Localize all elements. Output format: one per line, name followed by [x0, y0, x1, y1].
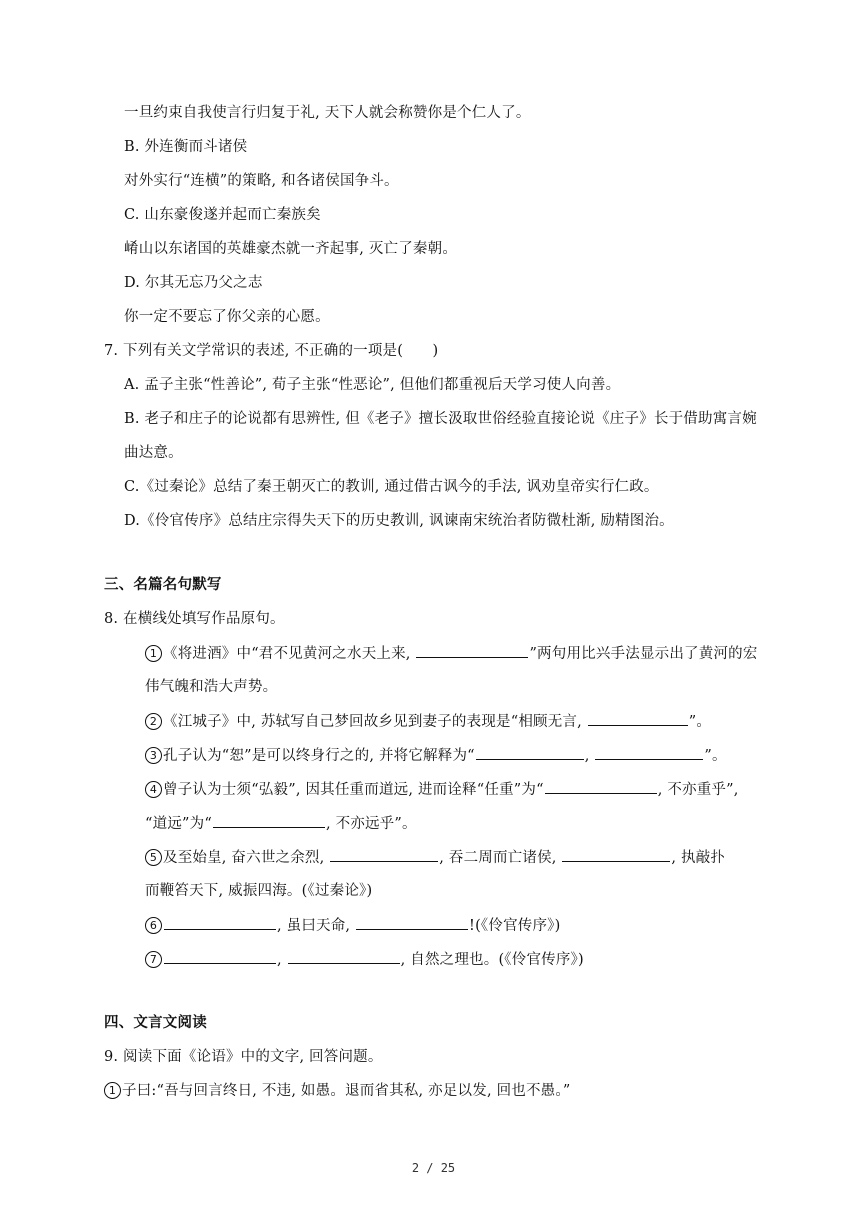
question-7-option-d: D.《伶官传序》总结庄宗得失天下的历史教训, 讽谏南宋统治者防微杜渐, 励精图治。 — [124, 513, 674, 529]
item-5-cont: 而鞭笞天下, 威振四海。(《过秦论》) — [145, 883, 373, 899]
item-7-sep: , — [277, 952, 287, 968]
item-3-text: 孔子认为“恕”是可以终身行之的, 并将它解释为“ — [163, 748, 475, 764]
item-5-text-b: , 吞二周而亡诸侯, — [439, 850, 562, 866]
item-2-line — [145, 711, 711, 732]
item-6-text-b: !(《伶官传序》) — [469, 918, 561, 934]
circled-number: 2 — [145, 713, 162, 730]
item-1-cont: 伟气魄和浩大声势。 — [145, 679, 278, 695]
answer-blank[interactable] — [164, 949, 276, 964]
item-1-text: 《将进酒》中“君不见黄河之水天上来, — [163, 646, 416, 662]
paragraph-line: 你一定不要忘了你父亲的心愿。 — [124, 309, 330, 325]
circled-number: 5 — [145, 849, 162, 866]
answer-blank[interactable] — [588, 711, 688, 726]
item-4-cont — [145, 813, 417, 834]
circled-number: 1 — [104, 1082, 121, 1099]
item-5-line — [145, 847, 725, 868]
item-2-text: 《江城子》中, 苏轼写自己梦回故乡见到妻子的表现是“相顾无言, — [163, 714, 587, 730]
answer-blank[interactable] — [545, 779, 657, 794]
circled-number: 6 — [145, 917, 162, 934]
answer-blank[interactable] — [595, 745, 703, 760]
section-4-heading: 四、文言文阅读 — [104, 1014, 207, 1031]
question-7-option-c: C.《过秦论》总结了秦王朝灭亡的教训, 通过借古讽今的手法, 讽劝皇帝实行仁政。 — [124, 479, 659, 495]
item-3-sep: , — [584, 748, 595, 764]
answer-blank[interactable] — [562, 847, 670, 862]
option-b-line: B. 外连衡而斗诸侯 — [124, 139, 248, 155]
circled-number: 4 — [145, 781, 162, 798]
item-4-line — [145, 779, 739, 800]
item-2-text-b: ”。 — [688, 714, 712, 730]
question-8-stem: 8. 在横线处填写作品原句。 — [104, 611, 285, 627]
item-6-text: , 虽曰天命, — [277, 918, 356, 934]
section-3-heading: 三、名篇名句默写 — [104, 576, 222, 593]
item-4-text-d: , 不亦远乎”。 — [325, 816, 417, 832]
option-d-line: D. 尔其无忘乃父之志 — [124, 275, 263, 291]
question-7-option-b-cont: 曲达意。 — [124, 445, 183, 461]
item-6-line — [145, 915, 561, 936]
page-number: 2 / 25 — [411, 1161, 456, 1175]
paragraph-line: 崤山以东诸国的英雄豪杰就一齐起事, 灭亡了秦朝。 — [124, 241, 458, 257]
paragraph-line: 一旦约束自我使言行归复于礼, 天下人就会称赞你是个仁人了。 — [124, 105, 531, 121]
answer-blank[interactable] — [416, 643, 528, 658]
question-7-option-a: A. 孟子主张“性善论”, 荀子主张“性恶论”, 但他们都重视后天学习使人向善。 — [124, 377, 621, 393]
paragraph-line: 对外实行“连横”的策略, 和各诸侯国争斗。 — [124, 173, 399, 189]
option-c-line: C. 山东豪俊遂并起而亡秦族矣 — [124, 207, 321, 223]
item-3-line — [145, 745, 727, 766]
item-5-text-c: , 执敲扑 — [671, 850, 726, 866]
item-5-text: 及至始皇, 奋六世之余烈, — [163, 850, 330, 866]
item-7-text: , 自然之理也。(《伶官传序》) — [400, 952, 584, 968]
question-7-option-b: B. 老子和庄子的论说都有思辨性, 但《老子》擅长汲取世俗经验直接论说《庄子》长于借助寓言婉 — [124, 411, 757, 427]
item-1-line — [145, 643, 758, 664]
item-4-text-b: , 不亦重乎”, — [657, 782, 739, 798]
item-4-text: 曾子认为士须“弘毅”, 因其任重而道远, 进而诠释“任重”为“ — [163, 782, 544, 798]
circled-number: 7 — [145, 951, 162, 968]
question-9-stem: 9. 阅读下面《论语》中的文字, 回答问题。 — [104, 1049, 383, 1065]
passage-1-text: 子曰:“吾与回言终日, 不违, 如愚。退而省其私, 亦足以发, 回也不愚。” — [122, 1083, 571, 1099]
question-7-stem: 7. 下列有关文学常识的表述, 不正确的一项是( ) — [104, 343, 439, 359]
answer-blank[interactable] — [288, 949, 400, 964]
item-4-text-c: “道远”为“ — [145, 816, 212, 832]
answer-blank[interactable] — [213, 813, 325, 828]
circled-number: 1 — [145, 645, 162, 662]
passage-1-line — [104, 1081, 570, 1101]
answer-blank[interactable] — [356, 915, 468, 930]
answer-blank[interactable] — [330, 847, 438, 862]
answer-blank[interactable] — [476, 745, 584, 760]
item-3-text-c: ”。 — [704, 748, 727, 764]
answer-blank[interactable] — [164, 915, 276, 930]
circled-number: 3 — [145, 747, 162, 764]
item-7-line — [145, 949, 584, 970]
item-1-text-b: ”两句用比兴手法显示出了黄河的宏 — [529, 646, 758, 662]
